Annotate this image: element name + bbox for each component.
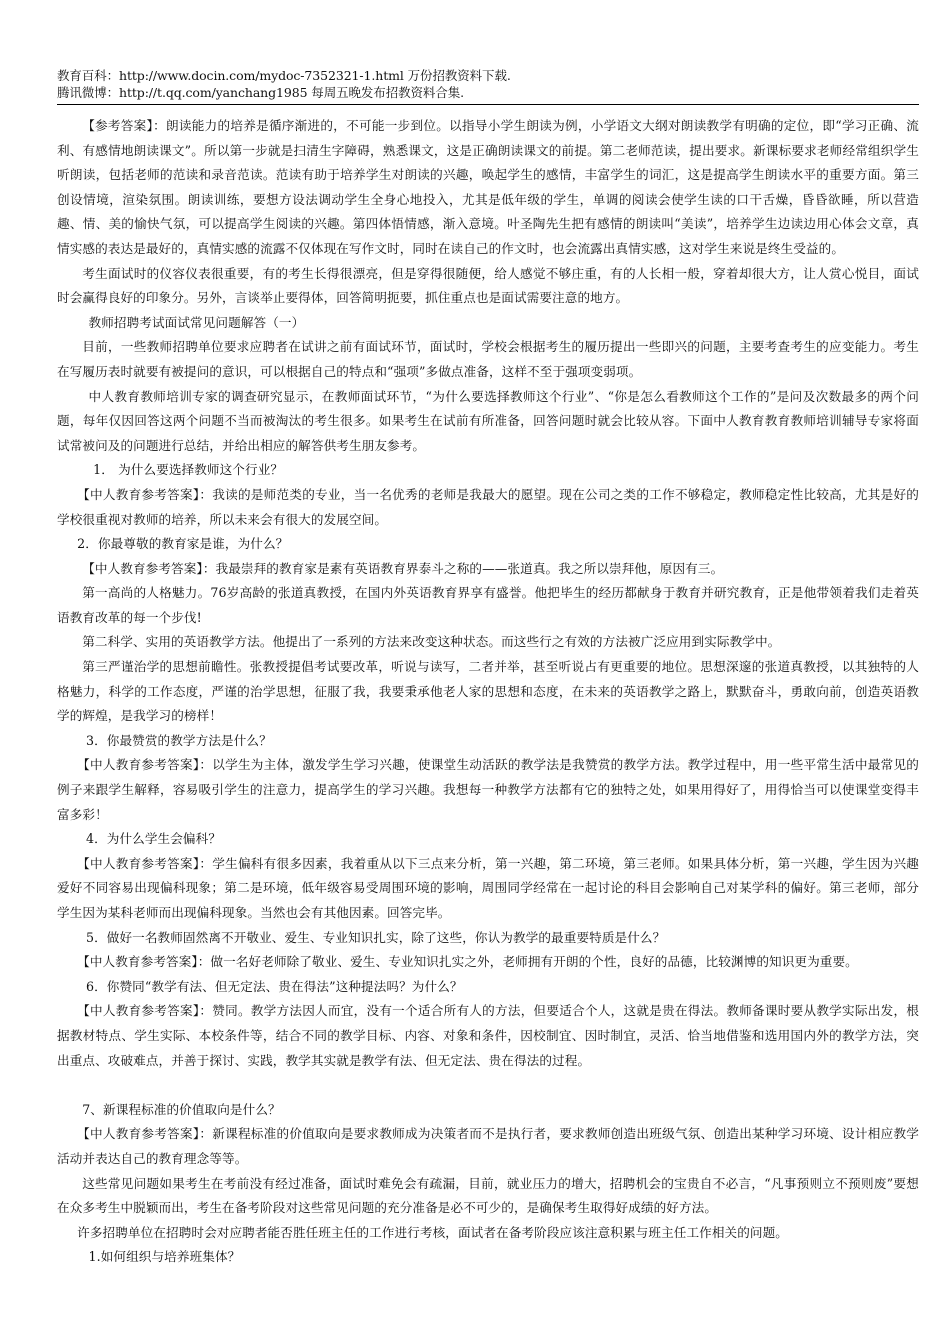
question-6: 6．你赞同“教学有法、但无定法、贵在得法”这种提法吗？为什么？ [85,978,463,994]
question-class-1: 1.如何组织与培养班集体？ [88,1249,241,1265]
answer-2-point-2: 第二科学、实用的英语教学方法。他提出了一系列的方法来改变这种状态。而这些行之有效的方法被广泛应用到实际教学中。 [82,634,781,650]
answer-3: 【中人教育参考答案】：以学生为主体，激发学生学习兴趣，使课堂生动活跃的教学法是我赞赏的教学方法。教学过程中，用一些平常生活中最常见的例子来跟学生解释，容易吸引学生的注意力，提高学生的学习兴趣。我想每一种教学方法都有它的独特之处，如果用得好了，用得恰当可以使课堂变得丰富多彩！ [57,757,919,822]
answer-5: 【中人教育参考答案】：做一名好老师除了敬业、爱生、专业知识扎实之外，老师拥有开朗的个性，良好的品德，比较渊博的知识更为重要。 [77,954,858,970]
paragraph-survey: 中人教育教师培训专家的调查研究显示，在教师面试环节，“为什么要选择教师这个行业”、“你是怎么看教师这个工作的”是问及次数最多的两个问题，每年仅因回答这两个问题不当而被淘汰的考生很多。如果考生在试前有所准备，回答问题时就会比较从容。下面中人教育教育教师培训辅导专家将面试常被问及的问题进行总结，并给出相应的解答供考生朋友参考。 [57,388,919,453]
answer-2: 【中人教育参考答案】：我最崇拜的教育家是素有英语教育界泰斗之称的——张道真。我之所以崇拜他，原因有三。 [82,560,724,576]
answer-2-point-3: 第三严谨治学的思想前瞻性。张教授提倡考试要改革，听说与读写，二者并举，甚至听说占有更重要的地位。思想深邃的张道真教授，以其独特的人格魅力，科学的工作态度，严谨的治学思想，征服了我，我要秉承他老人家的思想和态度，在未来的英语教学之路上，默默奋斗，勇敢向前，创造英语教学的辉煌，是我学习的榜样！ [57,659,919,724]
answer-4: 【中人教育参考答案】：学生偏科有很多因素，我着重从以下三点来分析，第一兴趣，第二环境，第三老师。如果具体分析，第一兴趣，学生因为兴趣爱好不同容易出现偏科现象；第二是环境，低年级容易受周围环境的影响，周围同学经常在一起讨论的科目会影响自己对某学科的偏好。第三老师，部分学生因为某科老师而出现偏科现象。当然也会有其他因素。回答完毕。 [57,855,919,920]
blank-line [57,1073,919,1098]
question-4: 4．为什么学生会偏科？ [85,831,222,847]
question-2: 2．你最尊敬的教育家是谁，为什么？ [77,536,289,552]
section-heading-interview-faq: 教师招聘考试面试常见问题解答（一） [88,314,305,330]
header-weibo-line: 腾讯微博：http://t.qq.com/yanchang1985 每周五晚发布招教资料合集. [57,85,464,100]
page-header [57,67,917,101]
paragraph-appearance: 考生面试时的仪容仪表很重要，有的考生长得很漂亮，但是穿得很随便，给人感觉不够庄重，有的人长相一般，穿着却很大方，让人赏心悦目，面试时会赢得良好的印象分。另外，言谈举止要得体，回答简明扼要，抓住重点也是面试需要注意的地方。 [57,265,919,306]
answer-2-point-1: 第一高尚的人格魅力。76岁高龄的张道真教授，在国内外英语教育界享有盛誉。他把毕生的经历都献身于教育并研究教育，正是他带领着我们走着英语教育改革的每一个步伐! [57,585,919,625]
paragraph-intro: 目前，一些教师招聘单位要求应聘者在试讲之前有面试环节，面试时，学校会根据考生的履历提出一些即兴的问题，主要考查考生的应变能力。考生在写履历表时就要有被提问的意识，可以根据自己的特点和“强项”多做点准备，这样不至于强项变弱项。 [57,339,919,379]
question-5: 5．做好一名教师固然离不开敬业、爱生、专业知识扎实，除了这些，你认为教学的最重要特质是什么？ [85,929,666,945]
header-docin-line: 教育百科：http://www.docin.com/mydoc-7352321-1.html 万份招教资料下载. [57,68,511,83]
answer-7: 【中人教育参考答案】：新课程标准的价值取向是要求教师成为决策者而不是执行者，要求教师创造出班级气氛、创造出某种学习环境、设计相应教学活动并表达自己的教育理念等等。 [57,1126,919,1166]
answer-6: 【中人教育参考答案】：赞同。教学方法因人而宜，没有一个适合所有人的方法，但要适合个人，这就是贵在得法。教师备课时要从教学实际出发，根据教材特点、学生实际、本校条件等，结合不同的教学目标、内容、对象和条件，因校制宜、因时制宜，灵活、恰当地借鉴和选用国内外的教学方法，突出重点、攻破难点，并善于探讨、实践，教学其实就是教学有法、但无定法、贵在得法的过程。 [57,1003,919,1068]
document-body [57,114,919,1270]
answer-1: 【中人教育参考答案】：我读的是师范类的专业，当一名优秀的老师是我最大的愿望。现在公司之类的工作不够稳定，教师稳定性比较高，尤其是好的学校很重视对教师的培养，所以未来会有很大的发展空间。 [57,486,919,527]
paragraph-class-teacher: 许多招聘单位在招聘时会对应聘者能否胜任班主任的工作进行考核，面试者在备考阶段应该注意积累与班主任工作相关的问题。 [77,1224,789,1240]
question-3: 3．你最赞赏的教学方法是什么？ [85,732,272,748]
question-1: 1． 为什么要选择教师这个行业？ [93,462,284,478]
paragraph-reading-answer: 【参考答案】：朗读能力的培养是循序渐进的，不可能一步到位。以指导小学生朗读为例，小学语文大纲对朗读教学有明确的定位，即“学习正确、流利、有感情地朗读课文”。所以第一步就是扫清生字障碍，熟悉课文，这是正确朗读课文的前提。第二老师范读，提出要求。新课标要求老师经常组织学生听朗读，包括老师的范读和录音范读。范读有助于培养学生对朗读的兴趣，唤起学生的感情，丰富学生的词汇，这是提高学生朗读水平的重要方面。第三创设情境，渲染氛围。朗读训练，要想方设法调动学生全身心地投入，尤其是低年级的学生，单调的阅读会使学生读的口干舌燥，昏昏欲睡，所以营造趣、情、美的愉快气氛，可以提高学生阅读的兴趣。第四体悟情感，渐入意境。叶圣陶先生把有感情的朗读叫“美读”，培养学生边读边用心体会文章，真情实感的表达是最好的，真情实感的流露不仅体现在写作文时，同时在读自己的作文时，也会流露出真情实感，这对学生来说是终生受益的。 [57,118,919,256]
paragraph-conclusion: 这些常见问题如果考生在考前没有经过准备，面试时难免会有疏漏，目前，就业压力的增大，招聘机会的宝贵自不必言，“凡事预则立不预则废”要想在众多考生中脱颖而出，考生在备考阶段对这些常见问题的充分准备是必不可少的，是确保考生取得好成绩的好方法。 [57,1175,919,1216]
header-divider [57,104,919,105]
question-7: 7、新课程标准的价值取向是什么？ [82,1101,281,1117]
